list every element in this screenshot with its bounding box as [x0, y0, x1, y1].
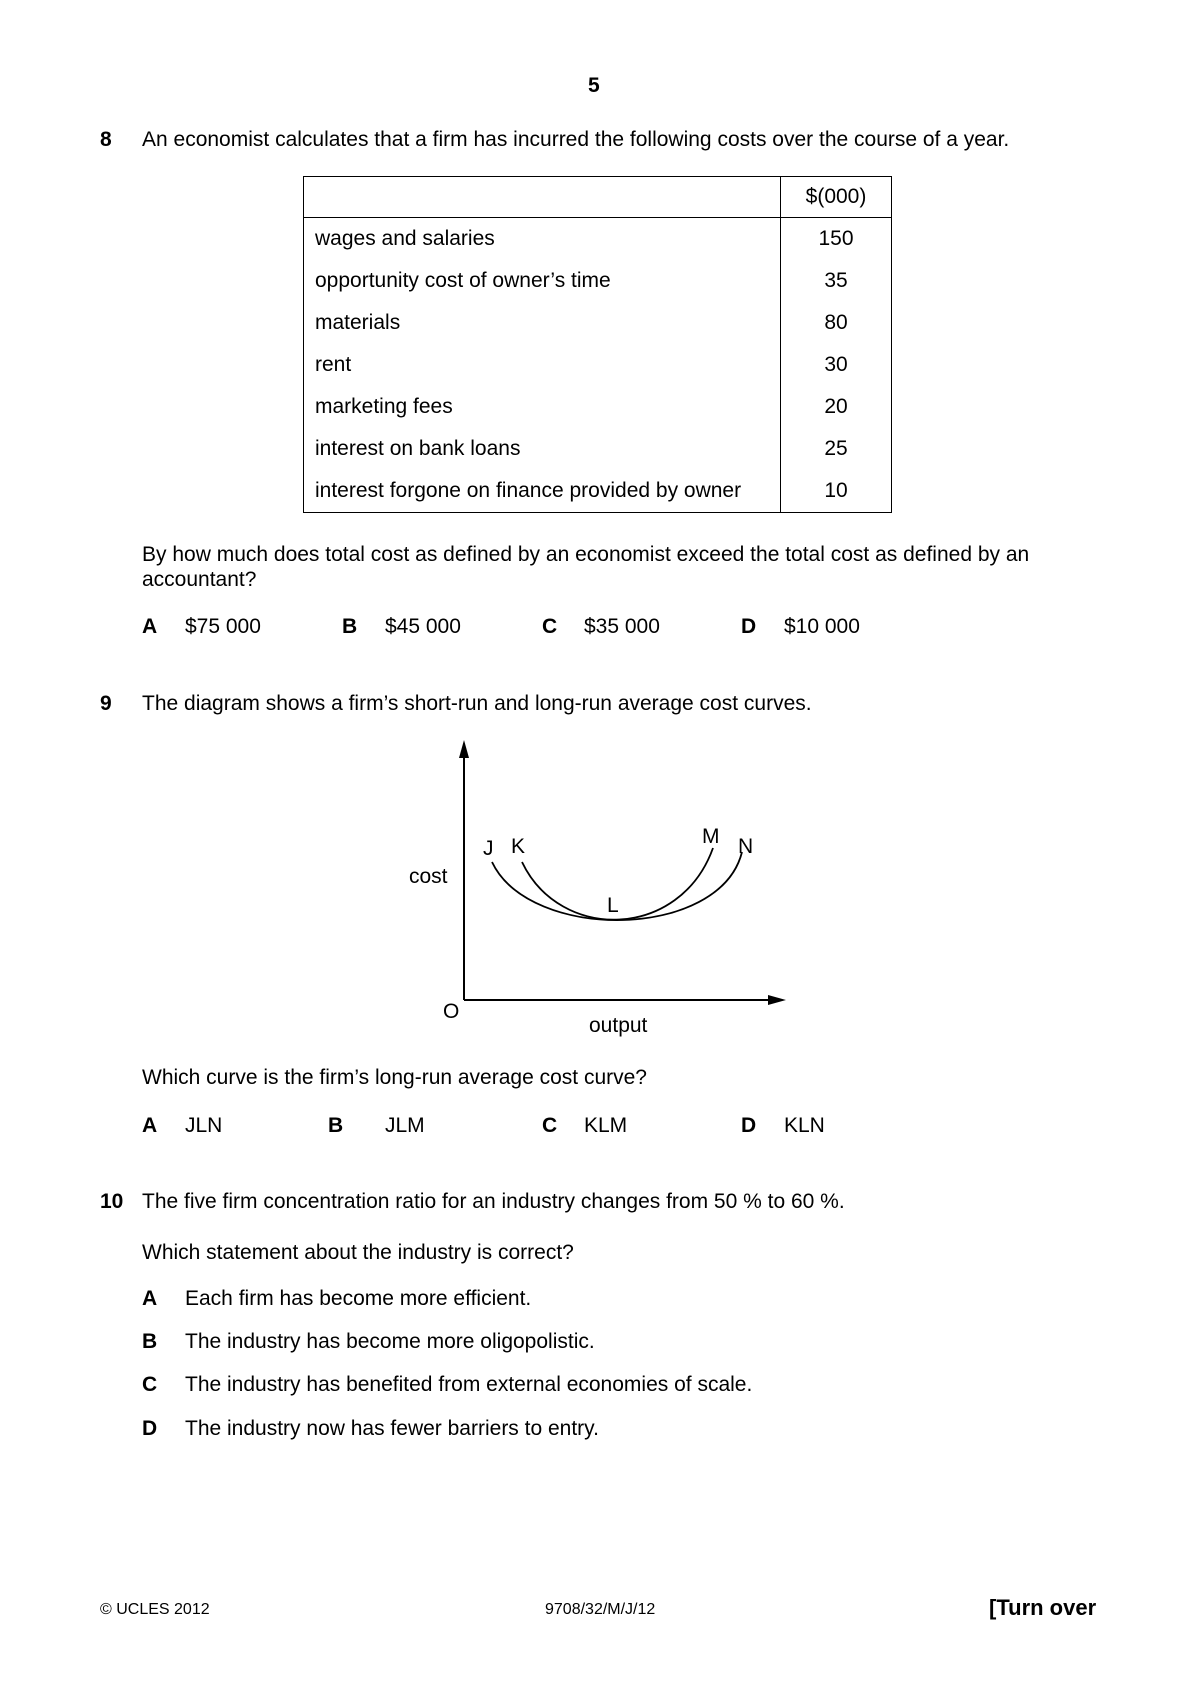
q8-question-line2: accountant?	[142, 568, 257, 591]
q8-option-d-text: $10 000	[784, 615, 860, 638]
cost-item-label: interest forgone on finance provided by owner	[304, 470, 781, 513]
origin-label: O	[443, 1000, 460, 1023]
q9-text: The diagram shows a firm’s short-run and long-run average cost curves.	[142, 692, 812, 715]
q9-number: 9	[100, 692, 112, 715]
y-axis-label: cost	[409, 865, 448, 888]
q8-option-c-letter: C	[542, 615, 558, 638]
q9-option-a-letter: A	[142, 1114, 158, 1137]
x-axis-arrow-icon	[768, 995, 786, 1005]
footer-copyright: © UCLES 2012	[100, 1601, 210, 1618]
q9-question: Which curve is the firm’s long-run average cost curve?	[142, 1066, 647, 1089]
cost-item-value: 80	[781, 302, 892, 344]
q8-option-b-text: $45 000	[385, 615, 461, 638]
cost-item-value: 150	[781, 218, 892, 261]
q10-option-c-letter: C	[142, 1373, 158, 1396]
q10-option-d-letter: D	[142, 1417, 158, 1440]
q10-question: Which statement about the industry is correct?	[142, 1241, 574, 1264]
cost-item-label: materials	[304, 302, 781, 344]
cost-item-value: 25	[781, 428, 892, 470]
q9-option-d-text: KLN	[784, 1114, 825, 1137]
cost-item-value: 30	[781, 344, 892, 386]
q9-option-a-text: JLN	[185, 1114, 223, 1137]
q8-text: An economist calculates that a firm has incurred the following costs over the course of a year.	[142, 128, 1010, 151]
curve-label-n: N	[738, 835, 754, 858]
q8-option-a-letter: A	[142, 615, 158, 638]
curve-label-k: K	[511, 835, 526, 858]
q9-option-b-letter: B	[328, 1114, 344, 1137]
q8-option-a-text: $75 000	[185, 615, 261, 638]
cost-table-header-unit: $(000)	[781, 177, 892, 218]
q10-option-a-text: Each firm has become more efficient.	[185, 1287, 532, 1310]
q8-question-line1: By how much does total cost as defined by an economist exceed the total cost as defined by an	[142, 543, 1030, 566]
q10-option-c-text: The industry has benefited from external economies of scale.	[185, 1373, 753, 1396]
q8-number: 8	[100, 128, 112, 151]
footer-turn-over: [Turn over	[989, 1595, 1097, 1620]
y-axis-arrow-icon	[459, 740, 469, 758]
q10-number: 10	[100, 1190, 124, 1213]
cost-item-value: 20	[781, 386, 892, 428]
q10-option-b-text: The industry has become more oligopolistic.	[185, 1330, 595, 1353]
q10-text: The five firm concentration ratio for an industry changes from 50 % to 60 %.	[142, 1190, 845, 1213]
q10-option-d-text: The industry now has fewer barriers to entry.	[185, 1417, 599, 1440]
x-axis-label: output	[589, 1014, 648, 1037]
q8-option-c-text: $35 000	[584, 615, 660, 638]
q8-option-b-letter: B	[342, 615, 358, 638]
q9-option-d-letter: D	[741, 1114, 757, 1137]
q10-option-a-letter: A	[142, 1287, 158, 1310]
cost-item-label: opportunity cost of owner’s time	[304, 260, 781, 302]
cost-item-value: 10	[781, 470, 892, 513]
cost-item-label: rent	[304, 344, 781, 386]
cost-item-label: marketing fees	[304, 386, 781, 428]
q9-option-b-text: JLM	[385, 1114, 425, 1137]
page-number: 5	[588, 74, 600, 97]
q9-option-c-text: KLM	[584, 1114, 628, 1137]
curve-label-l: L	[607, 894, 619, 917]
cost-item-value: 35	[781, 260, 892, 302]
q8-option-d-letter: D	[741, 615, 757, 638]
curve-label-j: J	[483, 837, 494, 860]
curve-label-m: M	[702, 825, 720, 848]
cost-item-label: interest on bank loans	[304, 428, 781, 470]
cost-item-label: wages and salaries	[304, 218, 781, 261]
q10-option-b-letter: B	[142, 1330, 158, 1353]
q9-option-c-letter: C	[542, 1114, 558, 1137]
footer-code: 9708/32/M/J/12	[545, 1601, 656, 1618]
